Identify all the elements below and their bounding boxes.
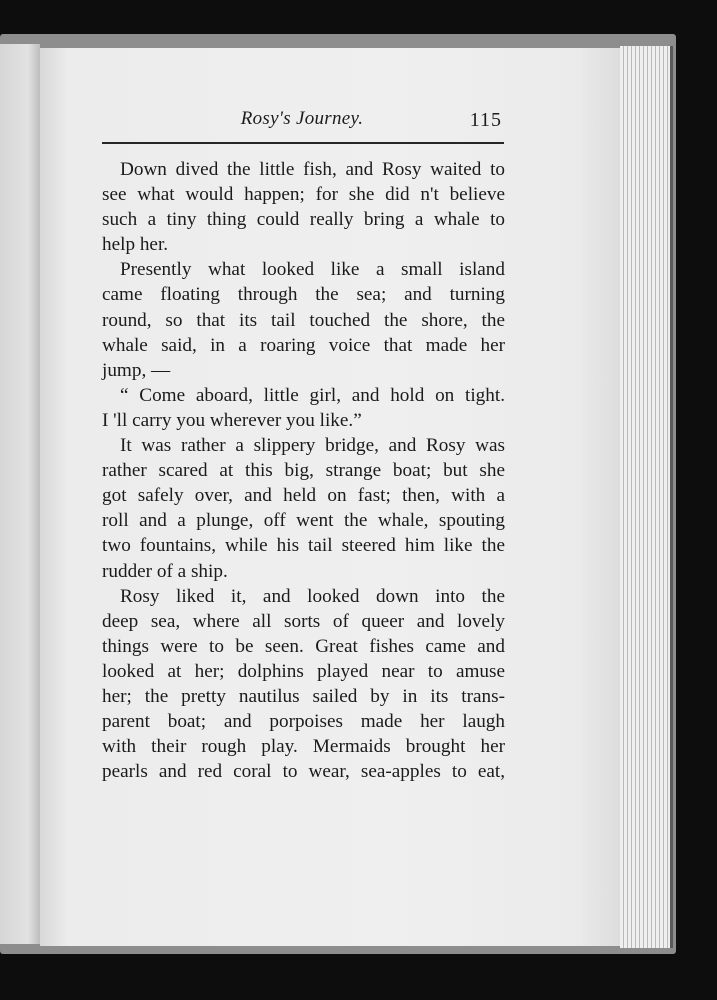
text-line: things were to be seen. Great fishes came and [102,635,505,657]
text-line: help her. [102,234,169,256]
text-line: whale said, in a roaring voice that made her [102,334,505,356]
facing-page-edge [0,44,40,944]
text-line: round, so that its tail touched the shore, the [102,309,505,331]
text-line: It was rather a slippery bridge, and Rosy was [120,435,505,457]
running-head [100,108,504,136]
text-line: such a tiny thing could really bring a whale to [102,209,505,231]
running-title: Rosy's Journey. [240,108,364,129]
page-number: 115 [469,109,502,131]
text-line: roll and a plunge, off went the whale, spouting [102,510,505,532]
text-line: parent boat; and porpoises made her laugh [102,711,505,733]
text-line: jump, — [102,359,171,381]
text-line: got safely over, and held on fast; then, with a [102,485,505,507]
text-line: looked at her; dolphins played near to amuse [102,660,505,682]
text-line: pearls and red coral to wear, sea-apples to eat, [102,761,505,783]
text-line: deep sea, where all sorts of queer and lovely [102,610,505,632]
text-line: Presently what looked like a small island [120,259,505,281]
body-text [102,157,505,784]
text-line: Rosy liked it, and looked down into the [120,585,505,607]
text-line: Down dived the little fish, and Rosy waited to [120,159,505,180]
text-line: rudder of a ship. [102,560,228,582]
text-line: came floating through the sea; and turning [102,284,505,306]
text-line: I 'll carry you wherever you like.” [102,409,362,431]
text-line: two fountains, while his tail steered him like the [102,535,505,557]
text-line: with their rough play. Mermaids brought her [102,736,505,758]
page-stack-edge [620,46,673,948]
header-rule [102,142,504,144]
text-line: “ Come aboard, little girl, and hold on tight. [120,384,505,406]
text-line: her; the pretty nautilus sailed by in its trans- [102,685,505,707]
text-line: rather scared at this big, strange boat; but she [102,460,505,482]
text-line: see what would happen; for she did n't believe [102,184,505,206]
